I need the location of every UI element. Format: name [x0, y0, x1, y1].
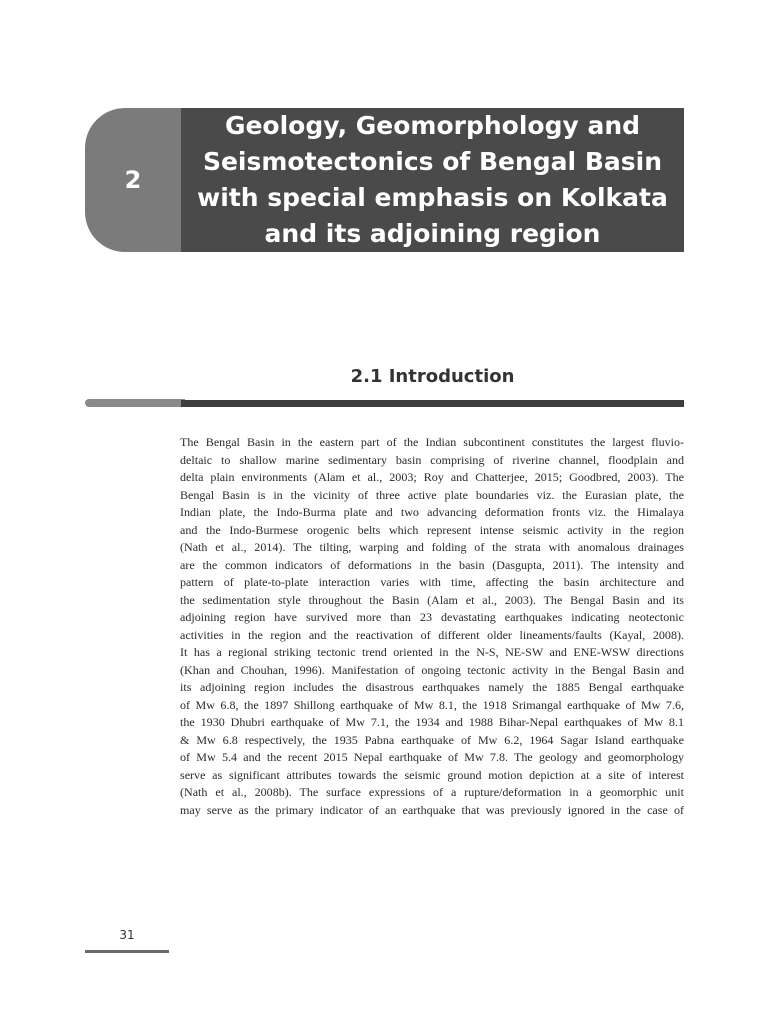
chapter-number: 2 [124, 166, 142, 194]
body-line: adjoining region have survived more than 23 devastating earthquakes indicating neotectonic [180, 610, 684, 624]
section-heading: 2.1 Introduction [350, 366, 515, 387]
body-line: the sedimentation style throughout the Basin (Alam et al., 2003). The Bengal Basin and its [180, 592, 684, 607]
body-line: The Bengal Basin in the eastern part of the Indian subcontinent constitutes the largest fluvio- [180, 435, 684, 449]
body-line: its adjoining region includes the disastrous earthquakes namely the 1885 Bengal earthquake [180, 680, 684, 694]
page-number-rule [85, 950, 169, 953]
body-line: deltaic to shallow marine sedimentary basin comprising of riverine channel, floodplain and [180, 452, 684, 467]
chapter-title-line: Geology, Geomorphology and [224, 111, 641, 140]
section-rule [181, 400, 684, 407]
body-line: serve as significant attributes towards the seismic ground motion depiction at a site of interest [180, 767, 684, 782]
body-line: (Khan and Chouhan, 1996). Manifestation of ongoing tectonic activity in the Bengal Basin and [180, 662, 684, 677]
body-line: of Mw 5.4 and the recent 2015 Nepal earthquake of Mw 7.8. The geology and geomorphology [180, 750, 684, 764]
body-line: are the common indicators of deformations in the basin (Dasgupta, 2011). The intensity and [180, 557, 684, 572]
chapter-title-line: with special emphasis on Kolkata [197, 183, 668, 212]
chapter-title-box [181, 108, 684, 252]
body-line: of Mw 6.8, the 1897 Shillong earthquake of Mw 8.1, the 1918 Srimangal earthquake of Mw 7.6, [180, 697, 684, 712]
body-line: and the Indo-Burmese orogenic belts which represent intense seismic activity in the region [180, 522, 684, 537]
body-line: may serve as the primary indicator of an earthquake that was previously ignored in the case of [180, 802, 684, 817]
body-line: (Nath et al., 2008b). The surface expressions of a rupture/deformation in a geomorphic unit [180, 785, 684, 799]
body-line: activities in the region and the reactivation of different older lineaments/faults (Kayal, 2008). [180, 627, 684, 642]
chapter-title [197, 108, 668, 252]
page-number: 31 [119, 928, 135, 942]
body-paragraph [180, 434, 684, 819]
chapter-title-line: and its adjoining region [264, 219, 601, 248]
body-line: Indian plate, the Indo-Burma plate and two advancing deformation fronts viz. the Himalaya [180, 505, 684, 519]
body-line: delta plain environments (Alam et al., 2003; Roy and Chatterjee, 2015; Goodbred, 2003). The [180, 470, 684, 484]
body-line: Bengal Basin is in the vicinity of three active plate boundaries viz. the Eurasian plate, the [180, 487, 684, 502]
body-line: & Mw 6.8 respectively, the 1935 Pabna earthquake of Mw 6.2, 1964 Sagar Island earthquake [180, 732, 684, 747]
chapter-title-line: Seismotectonics of Bengal Basin [202, 147, 663, 176]
body-line: It has a regional striking tectonic trend oriented in the N-S, NE-SW and ENE-WSW directions [180, 645, 684, 659]
section-rule-accent [85, 399, 185, 407]
body-line: pattern of plate-to-plate interaction varies with time, affecting the basin architecture and [180, 575, 684, 589]
body-line: the 1930 Dhubri earthquake of Mw 7.1, the 1934 and 1988 Bihar-Nepal earthquakes of Mw 8.1 [180, 715, 684, 729]
body-line: (Nath et al., 2014). The tilting, warping and folding of the strata with anomalous drainages [180, 540, 684, 554]
